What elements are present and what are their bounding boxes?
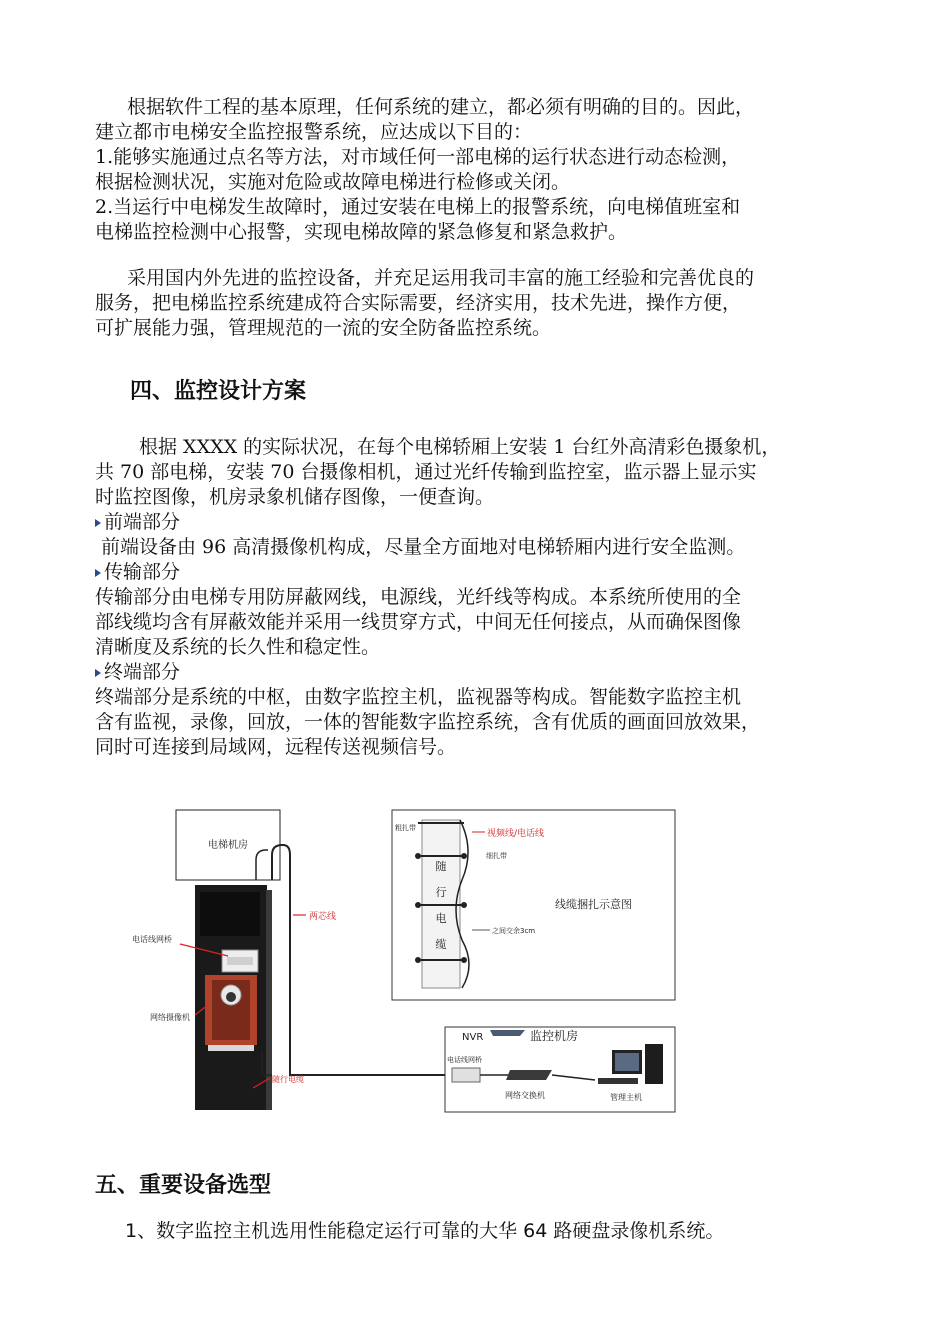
machine-room-label: 电梯机房 [208, 840, 248, 851]
pc-tower-icon [645, 1044, 663, 1084]
section5-title: 五、重要设备选型 [95, 1173, 272, 1198]
gap-label: 之间交余3cm [492, 927, 536, 935]
monitor-room-label: 监控机房 [530, 1029, 579, 1043]
host-label: 管理主机 [610, 1093, 642, 1102]
term-line-3: 同时可连接到局域网，远程传送视频信号。 [95, 736, 457, 758]
net-camera-label: 网络摄像机 [150, 1013, 190, 1022]
phone-bridge-device-icon [452, 1068, 480, 1082]
bundle-title: 线缆捆扎示意图 [555, 898, 632, 911]
section4-line-3: 时监控图像，机房录象机储存图像，一便查询。 [95, 486, 495, 508]
col-char-4: 缆 [435, 938, 447, 951]
nvr-label: NVR [462, 1032, 484, 1043]
para2-line-1: 采用国内外先进的监控设备，并充足运用我司丰富的施工经验和完善优良的 [127, 267, 755, 289]
col-char-1: 随 [435, 860, 447, 873]
phone-bridge-2-label: 电话线网桥 [447, 1056, 482, 1064]
col-char-2: 行 [435, 886, 447, 899]
nvr-device-icon [490, 1030, 525, 1036]
intro-line-2: 建立都市电梯安全监控报警系统，应达成以下目的： [95, 121, 533, 143]
trans-line-2: 部线缆均含有屏蔽效能并采用一线贯穿方式，中间无任何接点，从而确保图像 [95, 611, 742, 633]
front-heading-label: 前端部分 [104, 511, 181, 533]
switch-device-icon [506, 1070, 552, 1080]
section4-title: 四、监控设计方案 [130, 379, 307, 404]
video-phone-label: 视频线/电话线 [487, 829, 545, 839]
trans-heading-label: 传输部分 [104, 561, 181, 583]
two-core-label: 两芯线 [309, 912, 337, 922]
intro-line-1: 根据软件工程的基本原理，任何系统的建立，都必须有明确的目的。因此， [127, 96, 755, 118]
front-text: 前端设备由 96 高清摄像机构成，尽量全方面地对电梯轿厢内进行安全监测。 [101, 536, 746, 558]
term-heading-label: 终端部分 [104, 661, 181, 683]
phone-bridge-label: 电话线网桥 [132, 935, 172, 944]
col-char-3: 电 [435, 912, 447, 925]
intro-line-6: 电梯监控检测中心报警，实现电梯故障的紧急修复和紧急救护。 [95, 221, 628, 243]
trans-line-1: 传输部分由电梯专用防屏蔽网线，电源线，光纤线等构成。本系统所使用的全 [95, 586, 742, 608]
intro-line-3: 1.能够实施通过点名等方法，对市域任何一部电梯的运行状态进行动态检测， [95, 146, 741, 168]
trans-line-3: 清晰度及系统的长久性和稳定性。 [95, 636, 381, 658]
term-line-1: 终端部分是系统的中枢，由数字监控主机，监视器等构成。智能数字监控主机 [95, 686, 742, 708]
term-line-2: 含有监视，录像，回放，一体的智能数字监控系统，含有优质的画面回放效果， [95, 711, 761, 733]
section5-item-1: 1、数字监控主机选用性能稳定运行可靠的大华 64 路硬盘录像机系统。 [125, 1220, 725, 1242]
intro-line-5: 2.当运行中电梯发生故障时，通过安装在电梯上的报警系统，向电梯值班室和 [95, 196, 741, 218]
section4-line-2: 共 70 部电梯，安装 70 台摄像相机，通过光纤传输到监控室，监示器上显示实 [95, 461, 757, 483]
thin-tie-label: 细扎带 [486, 852, 507, 860]
section4-line-1: 根据 XXXX 的实际状况，在每个电梯轿厢上安装 1 台红外高清彩色摄象机， [139, 436, 781, 458]
switch-label: 网络交换机 [505, 1091, 545, 1100]
thick-tie-label: 粗扎带 [395, 824, 416, 832]
para2-line-3: 可扩展能力强，管理规范的一流的安全防备监控系统。 [95, 317, 552, 339]
intro-line-4: 根据检测状况，实施对危险或故障电梯进行检修或关闭。 [95, 171, 571, 193]
travel-cable-label: 随行电缆 [272, 1075, 304, 1084]
para2-line-2: 服务，把电梯监控系统建成符合实际需要，经济实用，技术先进，操作方便， [95, 292, 742, 314]
